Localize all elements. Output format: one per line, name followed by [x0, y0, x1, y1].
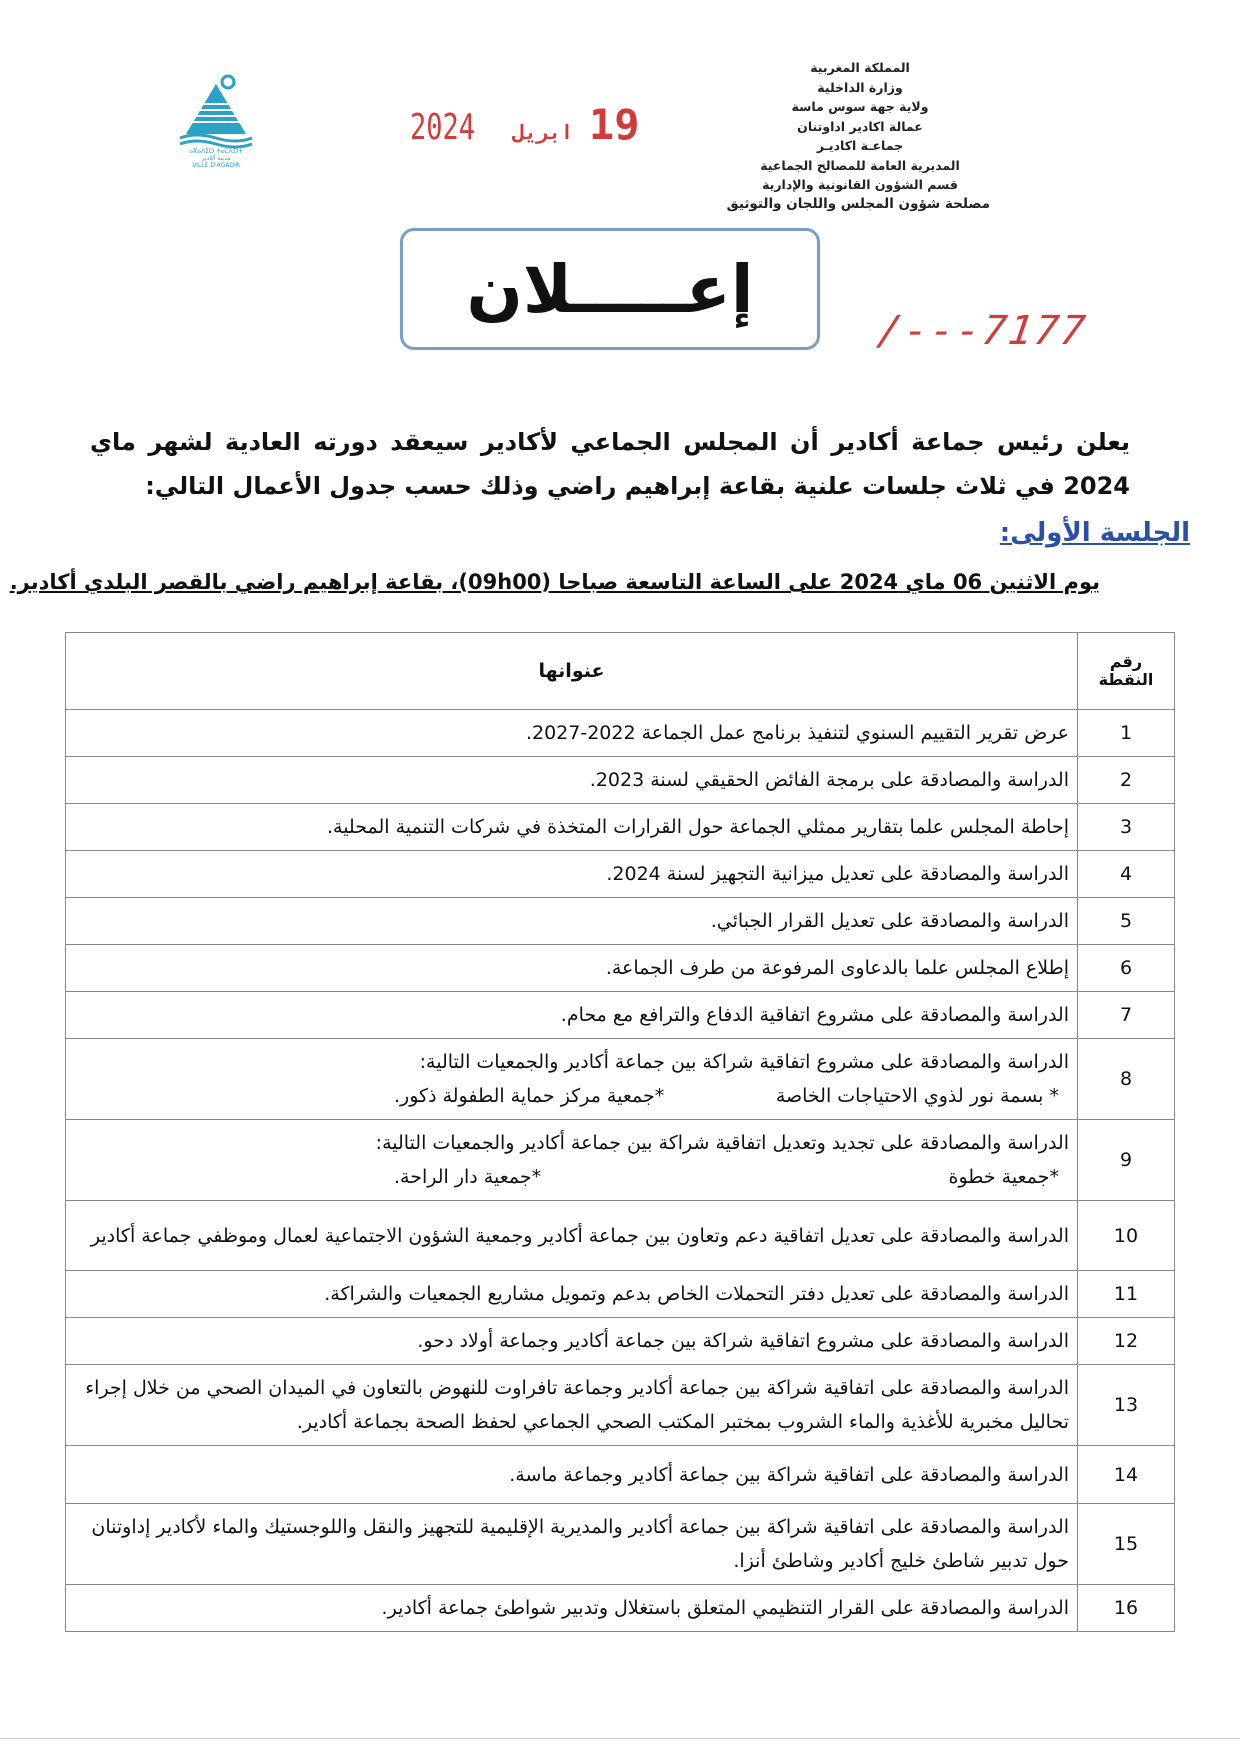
row-title: الدراسة والمصادقة على تعديل دفتر التحملات الخاص بدعم وتمويل مشاريع الجمعيات والشراكة.: [66, 1271, 1078, 1318]
row-num: 2: [1078, 757, 1175, 804]
row-sub-item: *جمعية مركز حماية الطفولة ذكور.: [394, 1085, 665, 1107]
logo-text-tifinagh: ⴰⴳⴰⴷⵉⵔ ⵜⴰⵎⴷⵉⵏⵜ: [189, 148, 243, 155]
table-row: [66, 1271, 1175, 1318]
row-title: الدراسة والمصادقة على القرار التنظيمي المتعلق باستغلال وتدبير شواطئ جماعة أكادير.: [66, 1585, 1078, 1632]
header-line: ولاية جهة سوس ماسة: [791, 99, 929, 114]
session-date-line: يوم الاثنين 06 ماي 2024 على الساعة التاسعة صباحا (09h00)، بقاعة إبراهيم راضي بالقصر البلدي أكادير.: [9, 570, 1100, 594]
logo-text-arabic: مدينة أكادير: [201, 155, 231, 162]
city-of-agadir-logo-icon: [176, 72, 256, 172]
header-line: المملكة المغربية: [810, 60, 910, 75]
table-row: [66, 1201, 1175, 1271]
header-line: قسم الشؤون القانونية والإدارية: [762, 177, 958, 192]
row-num: 4: [1078, 851, 1175, 898]
row-title: الدراسة والمصادقة على مشروع اتفاقية الدفاع والترافع مع محام.: [66, 992, 1078, 1039]
header-line: المديرية العامة للمصالح الجماعية: [760, 157, 960, 173]
table-row: [66, 992, 1175, 1039]
row-num: 5: [1078, 898, 1175, 945]
row-title: الدراسة والمصادقة على اتفاقية شراكة بين جماعة أكادير وجماعة تافراوت للنهوض بالتعاون في الميدان الصحي من خلال إجراء تحاليل مخبرية للأغذية والماء الشروب بمختبر المكتب الصحي الجماعي لحفظ الصحة بجماعة أكادير.: [66, 1365, 1078, 1446]
row-title: الدراسة والمصادقة على برمجة الفائض الحقيقي لسنة 2023.: [66, 757, 1078, 804]
row-num: 14: [1078, 1446, 1175, 1504]
row-num: 9: [1078, 1120, 1175, 1201]
header-num: رقم النقطة: [1078, 633, 1175, 710]
notice-title: إعـــــلان: [466, 250, 754, 328]
row-title: الدراسة والمصادقة على تعديل القرار الجبائي.: [66, 898, 1078, 945]
row-sub-items: [74, 1079, 1069, 1113]
row-title: إطلاع المجلس علما بالدعاوى المرفوعة من طرف الجماعة.: [66, 945, 1078, 992]
table-row: [66, 851, 1175, 898]
date-day: 19: [588, 100, 640, 149]
reference-number: /---7177: [874, 308, 1090, 354]
table-row: [66, 1365, 1175, 1446]
table-row: [66, 945, 1175, 992]
row-num: 10: [1078, 1201, 1175, 1271]
table-row: [66, 710, 1175, 757]
row-title: الدراسة والمصادقة على تعديل اتفاقية دعم وتعاون بين جماعة أكادير وجمعية الشؤون الاجتماعية لعمال وموظفي جماعة أكادير: [66, 1201, 1078, 1271]
date-year: 2024: [410, 107, 476, 148]
table-row: [66, 804, 1175, 851]
table-header-row: [66, 633, 1175, 710]
row-num: 7: [1078, 992, 1175, 1039]
agenda-table: [65, 632, 1175, 1632]
header-line: وزارة الداخلية: [817, 79, 903, 95]
table-row: [66, 1039, 1175, 1120]
row-sub-item: * بسمة نور لذوي الاحتياجات الخاصة: [775, 1085, 1059, 1107]
administrative-header: [726, 58, 990, 214]
header-line: عمالة اكادير اداوتنان: [797, 118, 923, 134]
row-sub-item: *جمعية دار الراحة.: [394, 1166, 542, 1188]
row-title: [66, 1039, 1078, 1120]
logo-text-french: VILLE D'AGADIR: [192, 162, 240, 169]
session-title: الجلسة الأولى:: [999, 518, 1190, 548]
row-title-text: الدراسة والمصادقة على تجديد وتعديل اتفاقية شراكة بين جماعة أكادير والجمعيات التالية:: [375, 1132, 1069, 1154]
header-line: مصلحة شؤون المجلس واللجان والتوثيق: [726, 195, 990, 212]
row-sub-items: [74, 1160, 1069, 1194]
table-row: [66, 898, 1175, 945]
row-title: [66, 1120, 1078, 1201]
row-title: إحاطة المجلس علما بتقارير ممثلي الجماعة حول القرارات المتخذة في شركات التنمية المحلية.: [66, 804, 1078, 851]
row-num: 3: [1078, 804, 1175, 851]
table-row: [66, 1318, 1175, 1365]
date-stamp: [410, 100, 640, 149]
date-month: ابريل: [512, 120, 573, 144]
row-num: 8: [1078, 1039, 1175, 1120]
intro-paragraph: يعلن رئيس جماعة أكادير أن المجلس الجماعي لأكادير سيعقد دورته العادية لشهر ماي 2024 في ثلاث جلسات علنية بقاعة إبراهيم راضي وذلك حسب جدول الأعمال التالي:: [90, 428, 1130, 500]
table-row: [66, 1120, 1175, 1201]
row-title: الدراسة والمصادقة على اتفاقية شراكة بين جماعة أكادير والمديرية الإقليمية للتجهيز والنقل واللوجستيك والماء لأكادير إداوتنان حول تدبير شاطئ خليج أكادير وشاطئ أنزا.: [66, 1504, 1078, 1585]
row-num: 11: [1078, 1271, 1175, 1318]
row-title-text: الدراسة والمصادقة على مشروع اتفاقية شراكة بين جماعة أكادير والجمعيات التالية:: [419, 1051, 1069, 1073]
table-row: [66, 1446, 1175, 1504]
row-num: 6: [1078, 945, 1175, 992]
row-num: 12: [1078, 1318, 1175, 1365]
notice-title-box: [400, 228, 820, 350]
row-num: 16: [1078, 1585, 1175, 1632]
row-num: 15: [1078, 1504, 1175, 1585]
row-sub-item: *جمعية خطوة: [948, 1166, 1059, 1188]
table-row: [66, 757, 1175, 804]
row-num: 13: [1078, 1365, 1175, 1446]
row-title: عرض تقرير التقييم السنوي لتنفيذ برنامج عمل الجماعة 2022-2027.: [66, 710, 1078, 757]
header-title: عنوانها: [66, 633, 1078, 710]
page-bottom-edge: [0, 1738, 1240, 1739]
row-title: الدراسة والمصادقة على اتفاقية شراكة بين جماعة أكادير وجماعة ماسة.: [66, 1446, 1078, 1504]
row-title: الدراسة والمصادقة على تعديل ميزانية التجهيز لسنة 2024.: [66, 851, 1078, 898]
table-row: [66, 1504, 1175, 1585]
table-row: [66, 1585, 1175, 1632]
header-line: جماعـة اكاديـر: [816, 138, 904, 153]
row-num: 1: [1078, 710, 1175, 757]
row-title: الدراسة والمصادقة على مشروع اتفاقية شراكة بين جماعة أكادير وجماعة أولاد دحو.: [66, 1318, 1078, 1365]
